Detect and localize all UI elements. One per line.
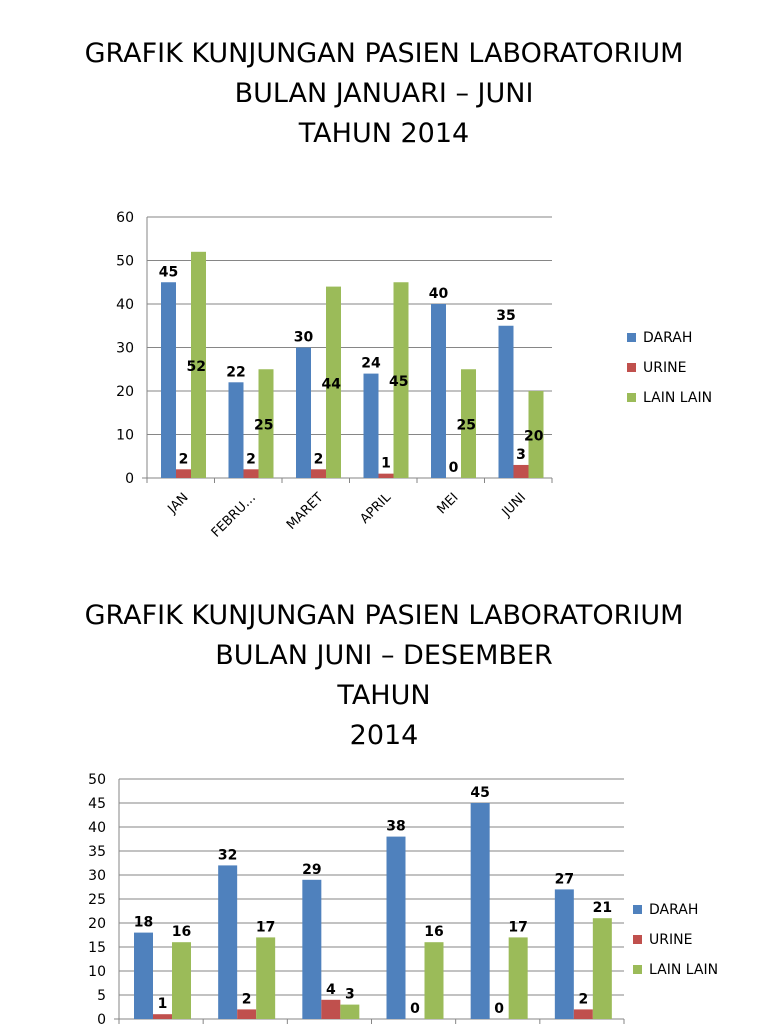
chart2-bar-lain-lain (172, 942, 191, 1019)
chart1-data-label: 52 (186, 358, 206, 375)
chart2-bar-lain-lain (256, 937, 275, 1019)
chart1-data-label: 1 (381, 455, 391, 472)
chart2-title-line-2: BULAN JUNI – DESEMBER (215, 640, 553, 671)
chart2-bar-urine (153, 1014, 172, 1019)
chart1-data-label: 20 (524, 428, 544, 445)
chart2-data-label: 2 (241, 991, 252, 1008)
chart2-y-tick-label: 45 (88, 796, 106, 812)
chart1-bar-urine (311, 469, 326, 478)
chart2-bar-lain-lain (509, 937, 528, 1019)
chart2-legend-swatch (633, 965, 642, 974)
chart2-legend-swatch (633, 905, 642, 914)
chart2-bar-darah (387, 837, 406, 1019)
chart2-y-tick-label: 20 (88, 916, 106, 932)
chart1-category-label: MEI (434, 490, 462, 518)
chart2-legend-swatch (633, 935, 642, 944)
chart2-data-label: 4 (325, 981, 336, 998)
chart1-data-label: 44 (321, 376, 341, 393)
chart2-bar-darah (471, 803, 490, 1019)
chart1-title (0, 34, 768, 154)
chart2-data-label: 0 (410, 1001, 420, 1017)
chart1-bar-darah (431, 304, 446, 478)
chart2-data-label: 27 (554, 871, 575, 888)
chart1-bar-darah (296, 348, 311, 479)
chart1-data-label: 3 (516, 446, 526, 463)
chart2-data-label: 17 (508, 919, 528, 936)
chart1-title-line-1: GRAFIK KUNJUNGAN PASIEN LABORATORIUM (84, 38, 684, 69)
chart2-title-line-1: GRAFIK KUNJUNGAN PASIEN LABORATORIUM (84, 600, 684, 631)
chart2-title-line-4: 2014 (349, 720, 419, 751)
chart1-y-tick-label: 30 (116, 340, 134, 357)
chart2-y-tick-label: 40 (88, 820, 106, 836)
chart1-data-label: 45 (389, 374, 409, 391)
chart1-category-label: FEBRU… (208, 490, 260, 541)
chart2-y-tick-label: 5 (97, 988, 106, 1004)
chart1-category-label: APRIL (357, 490, 395, 527)
chart1-category-label: MARET (283, 490, 327, 533)
chart2-data-label: 17 (255, 919, 276, 936)
chart2-bar-chart (0, 760, 768, 1024)
chart2-bar-lain-lain (593, 918, 612, 1019)
chart2-data-label: 16 (424, 924, 444, 941)
chart2-title-line-3: TAHUN (337, 680, 431, 711)
chart2-y-tick-label: 35 (88, 844, 106, 860)
chart1-category-label: JAN (165, 490, 192, 517)
chart1-y-tick-label: 20 (116, 384, 134, 400)
chart1-data-label: 0 (448, 460, 459, 476)
chart1-bar-urine (514, 465, 529, 478)
chart2-data-label: 29 (302, 861, 322, 878)
chart1-legend-swatch (627, 393, 636, 402)
chart2-data-label: 1 (157, 996, 168, 1013)
chart1-bar-urine (176, 469, 191, 478)
chart1-bar-urine (379, 474, 394, 478)
chart1-data-label: 35 (496, 307, 516, 324)
chart1-legend-label: URINE (643, 360, 687, 376)
chart1-data-label: 2 (178, 451, 189, 468)
chart2-data-label: 32 (217, 847, 238, 864)
chart2-data-label: 38 (386, 818, 406, 835)
chart2-y-tick-label: 50 (88, 772, 106, 788)
chart2-data-label: 21 (592, 900, 613, 917)
chart2-bar-urine (237, 1009, 256, 1019)
chart2-y-tick-label: 0 (97, 1012, 106, 1024)
chart2-legend-label: LAIN LAIN (649, 962, 719, 978)
chart1-data-label: 2 (246, 451, 256, 468)
chart2-y-tick-label: 25 (88, 892, 106, 908)
chart2-bar-urine (321, 1000, 340, 1019)
chart1-bar-darah (499, 326, 514, 478)
chart1-legend-swatch (627, 363, 636, 372)
chart1-bar-darah (229, 382, 244, 478)
chart1-data-label: 45 (158, 264, 179, 281)
chart2-legend-label: DARAH (649, 902, 699, 918)
chart1-data-label: 2 (313, 451, 324, 468)
chart1-legend-swatch (627, 333, 636, 342)
chart1-bar-chart (0, 190, 768, 560)
chart2-y-tick-label: 30 (88, 868, 106, 884)
chart2-y-tick-label: 15 (88, 940, 106, 956)
chart1-data-label: 40 (428, 286, 449, 302)
chart2-bar-lain-lain (340, 1005, 359, 1019)
chart1-y-tick-label: 50 (116, 253, 134, 270)
chart1-y-tick-label: 40 (116, 297, 134, 313)
chart2-bar-lain-lain (425, 942, 444, 1019)
chart1-legend-label: LAIN LAIN (643, 390, 713, 406)
chart2-data-label: 3 (344, 986, 355, 1003)
chart2-bar-darah (302, 880, 321, 1019)
chart1-data-label: 24 (361, 355, 381, 372)
chart2-bar-darah (134, 933, 153, 1019)
chart1-title-line-3: TAHUN 2014 (298, 118, 470, 149)
chart2-legend-label: URINE (649, 932, 693, 948)
chart2-bar-darah (218, 865, 237, 1019)
chart2-data-label: 45 (470, 785, 490, 801)
chart1-category-label: JUNI (499, 490, 530, 520)
chart1-bar-darah (161, 282, 176, 478)
chart1-bar-darah (364, 374, 379, 478)
chart1-y-tick-label: 10 (116, 427, 134, 444)
chart1-bar-urine (244, 469, 259, 478)
chart1-data-label: 22 (226, 364, 246, 381)
chart2-data-label: 16 (171, 924, 192, 941)
chart1-y-tick-label: 0 (125, 471, 134, 487)
chart1-y-tick-label: 60 (116, 210, 134, 226)
chart2-bar-urine (574, 1009, 593, 1019)
chart2-bar-darah (555, 889, 574, 1019)
chart2-y-tick-label: 10 (88, 964, 106, 980)
chart1-data-label: 30 (293, 329, 314, 346)
chart1-data-label: 25 (456, 417, 476, 434)
chart2-title (0, 596, 768, 756)
chart1-legend-label: DARAH (643, 330, 693, 346)
chart2-data-label: 18 (133, 914, 154, 931)
chart1-title-line-2: BULAN JANUARI – JUNI (234, 78, 534, 109)
chart1-data-label: 25 (254, 417, 274, 434)
chart2-data-label: 2 (578, 991, 589, 1008)
chart2-data-label: 0 (494, 1001, 505, 1017)
